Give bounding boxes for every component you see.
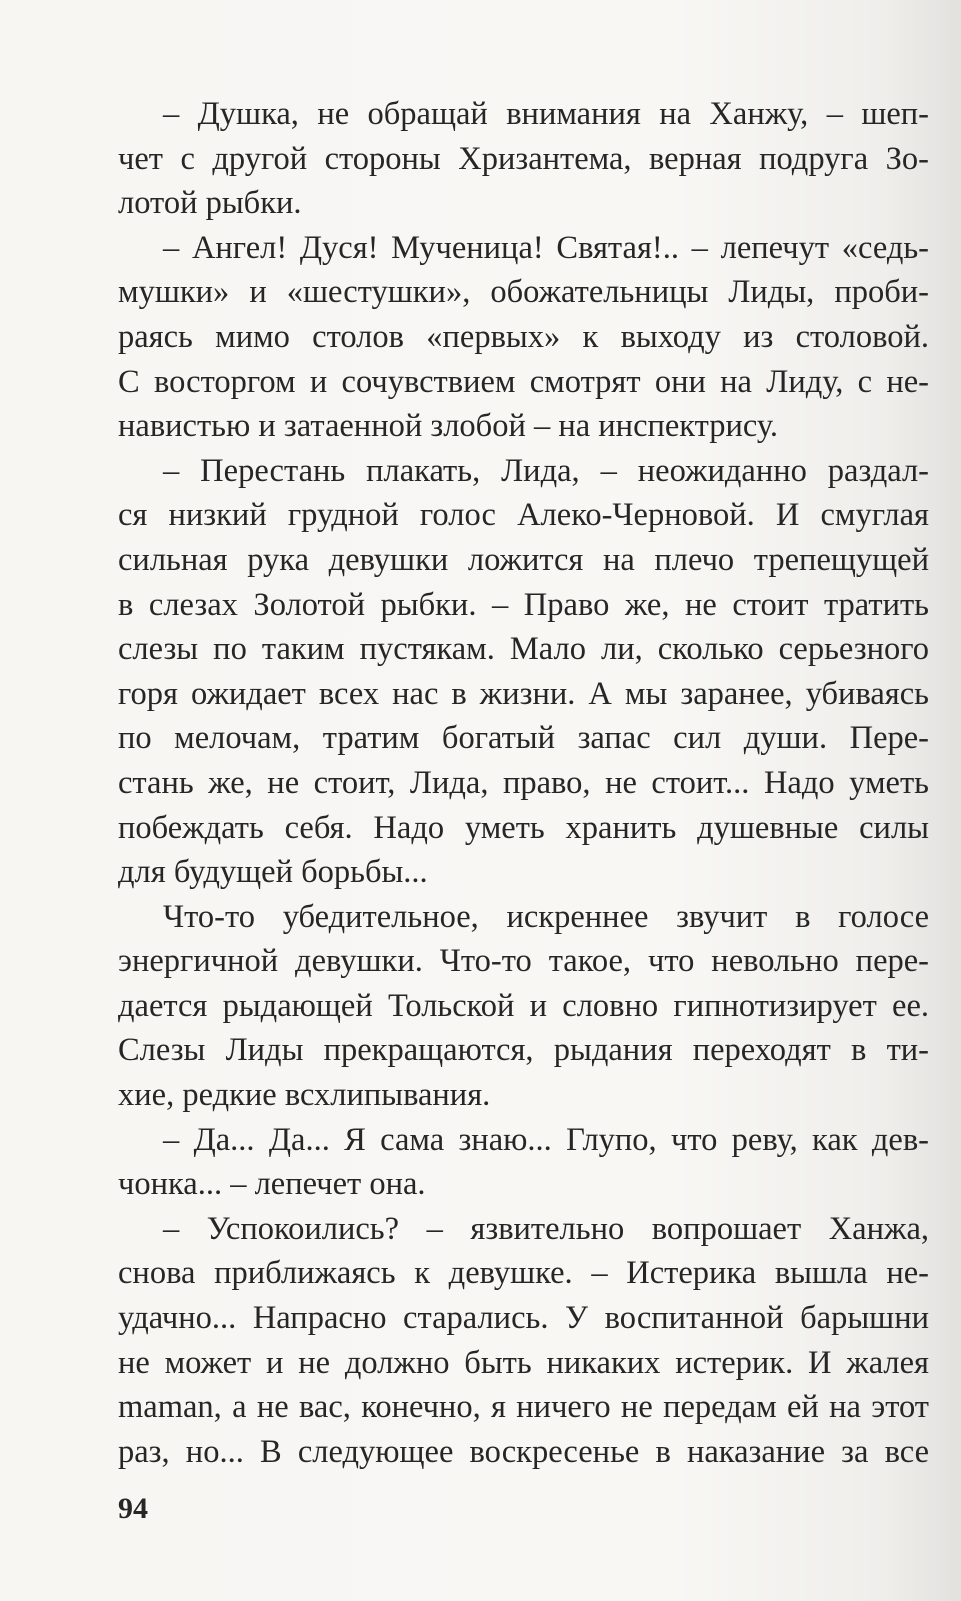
- text-line: Что-то убедительное, искреннее звучит в голосе: [163, 898, 929, 935]
- text-line: ся низкий грудной голос Алеко-Черновой. И смуглая: [118, 497, 929, 534]
- text-line: снова приближаясь к девушке. – Истерика вышла не-: [118, 1255, 929, 1292]
- text-line: раз, но... В следующее воскресенье в наказание за все: [118, 1433, 929, 1470]
- text-line: лотой рыбки.: [118, 185, 302, 222]
- text-line: maman, а не вас, конечно, я ничего не передам ей на этот: [118, 1389, 929, 1426]
- text-line: С восторгом и сочувствием смотрят они на Лиду, с не-: [118, 363, 929, 400]
- text-line: – Успокоились? – язвительно вопрошает Ханжа,: [163, 1210, 929, 1247]
- text-line: – Да... Да... Я сама знаю... Глупо, что реву, как дев-: [163, 1121, 929, 1158]
- text-line: энергичной девушки. Что-то такое, что невольно пере-: [118, 943, 929, 980]
- text-line: слезы по таким пустякам. Мало ли, сколько серьезного: [118, 631, 929, 668]
- text-line: – Душка, не обращай внимания на Ханжу, – шеп-: [163, 96, 929, 132]
- text-line: удачно... Напрасно старались. У воспитанной барышни: [118, 1300, 929, 1337]
- text-line: дается рыдающей Тольской и словно гипнотизирует ее.: [118, 987, 929, 1024]
- text-line: не может и не должно быть никаких истерик. И жалея: [118, 1344, 929, 1381]
- text-line: сильная рука девушки ложится на плечо трепещущей: [118, 541, 929, 578]
- text-line: – Перестань плакать, Лида, – неожиданно раздал-: [163, 452, 929, 489]
- text-line: чонка... – лепечет она.: [118, 1166, 426, 1203]
- text-line: побеждать себя. Надо уметь хранить душевные силы: [118, 809, 929, 846]
- text-line: навистью и затаенной злобой – на инспектрису.: [118, 408, 779, 445]
- text-line: в слезах Золотой рыбки. – Право же, не стоит тратить: [118, 586, 929, 623]
- text-line: стань же, не стоит, Лида, право, не стоит... Надо уметь: [118, 764, 929, 801]
- text-line: хие, редкие всхлипывания.: [118, 1077, 491, 1114]
- text-line: горя ожидает всех нас в жизни. А мы заранее, убиваясь: [118, 675, 929, 712]
- text-line: по мелочам, тратим богатый запас сил души. Пере-: [118, 720, 929, 757]
- text-line: Слезы Лиды прекращаются, рыдания переходят в ти-: [118, 1032, 929, 1069]
- page-number: 94: [118, 1492, 148, 1525]
- text-line: – Ангел! Дуся! Мученица! Святая!.. – лепечут «седь-: [163, 229, 929, 266]
- page-text: [118, 92, 929, 1474]
- text-line: чет с другой стороны Хризантема, верная подруга Зо-: [118, 140, 929, 177]
- text-line: для будущей борьбы...: [118, 854, 428, 891]
- text-line: раясь мимо столов «первых» к выходу из столовой.: [118, 318, 929, 355]
- text-line: мушки» и «шестушки», обожательницы Лиды, проби-: [118, 274, 929, 311]
